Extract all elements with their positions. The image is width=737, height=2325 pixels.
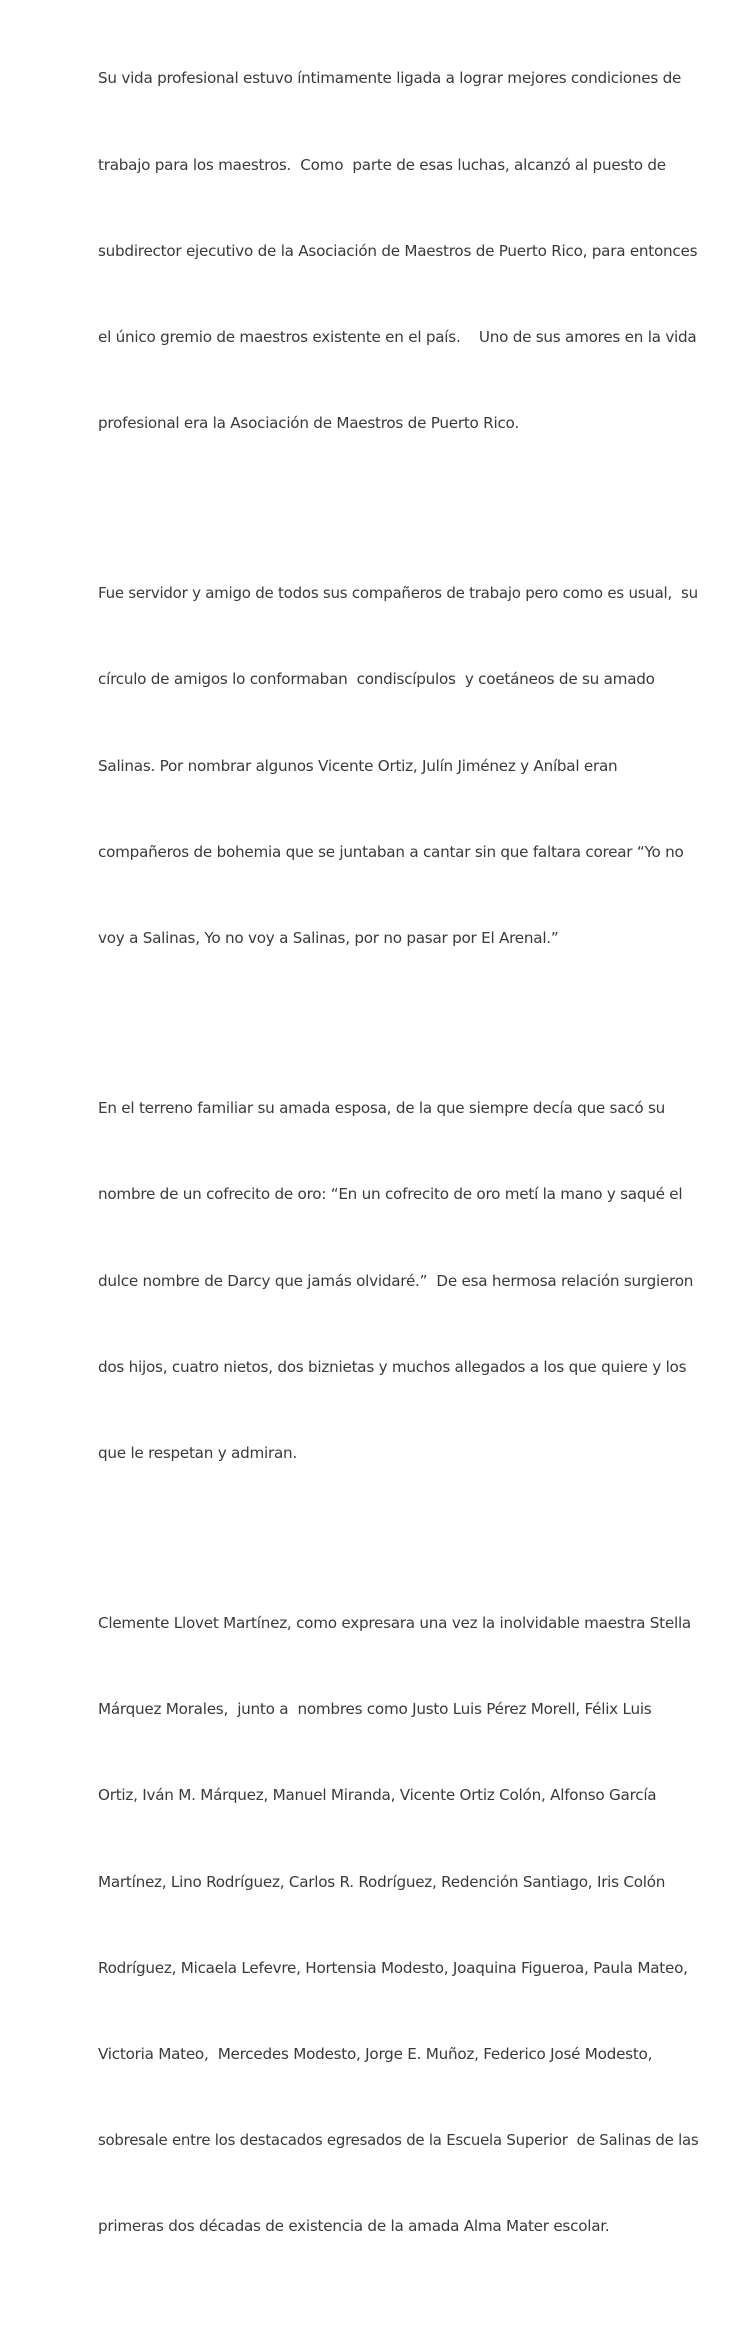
text-line: dulce nombre de Darcy que jamás olvidaré.” De esa hermosa relación surgieron [98,1271,694,1290]
text-line: nombre de un cofrecito de oro: “En un cofrecito de oro metí la mano y saqué el [98,1185,683,1204]
text-line: En el terreno familiar su amada esposa, de la que siempre decía que sacó su [98,1099,666,1118]
text-line: Su vida profesional estuvo íntimamente ligada a lograr mejores condiciones de [98,69,682,88]
text-line: Márquez Morales, junto a nombres como Justo Luis Pérez Morell, Félix Luis [98,1700,652,1719]
text-line: que le respetan y admiran. [98,1443,297,1462]
text-line: profesional era la Asociación de Maestros de Puerto Rico. [98,413,519,432]
text-line: Salinas. Por nombrar algunos Vicente Ortiz, Julín Jiménez y Aníbal eran [98,756,618,775]
paragraph-family [98,1037,698,1525]
text-line: Victoria Mateo, Mercedes Modesto, Jorge E. Muñoz, Federico José Modesto, [98,2044,653,2063]
text-line: Martínez, Lino Rodríguez, Carlos R. Rodríguez, Redención Santiago, Iris Colón [98,1872,666,1891]
text-line: Fue servidor y amigo de todos sus compañeros de trabajo pero como es usual, su [98,584,698,603]
paragraph-alumni [98,1552,698,2298]
text-line: compañeros de bohemia que se juntaban a cantar sin que faltara corear “Yo no [98,842,684,861]
text-line: trabajo para los maestros. Como parte de esas luchas, alcanzó al puesto de [98,155,666,174]
paragraph-friends [98,522,698,1010]
text-line: Ortiz, Iván M. Márquez, Manuel Miranda, Vicente Ortiz Colón, Alfonso García [98,1786,657,1805]
text-line: sobresale entre los destacados egresados de la Escuela Superior de Salinas de las [98,2130,699,2149]
text-line: el único gremio de maestros existente en el país. Uno de sus amores en la vida [98,327,697,346]
paragraph-professional-life [98,7,698,495]
text-line: dos hijos, cuatro nietos, dos biznietas y muchos allegados a los que quiere y los [98,1357,687,1376]
text-line: Rodríguez, Micaela Lefevre, Hortensia Modesto, Joaquina Figueroa, Paula Mateo, [98,1958,688,1977]
text-line: círculo de amigos lo conformaban condiscípulos y coetáneos de su amado [98,670,655,689]
text-line: Clemente Llovet Martínez, como expresara una vez la inolvidable maestra Stella [98,1614,691,1633]
article-body [98,7,698,2325]
text-line: primeras dos décadas de existencia de la amada Alma Mater escolar. [98,2217,610,2236]
text-line: voy a Salinas, Yo no voy a Salinas, por no pasar por El Arenal.” [98,928,559,947]
text-line: subdirector ejecutivo de la Asociación de Maestros de Puerto Rico, para entonces [98,241,698,260]
